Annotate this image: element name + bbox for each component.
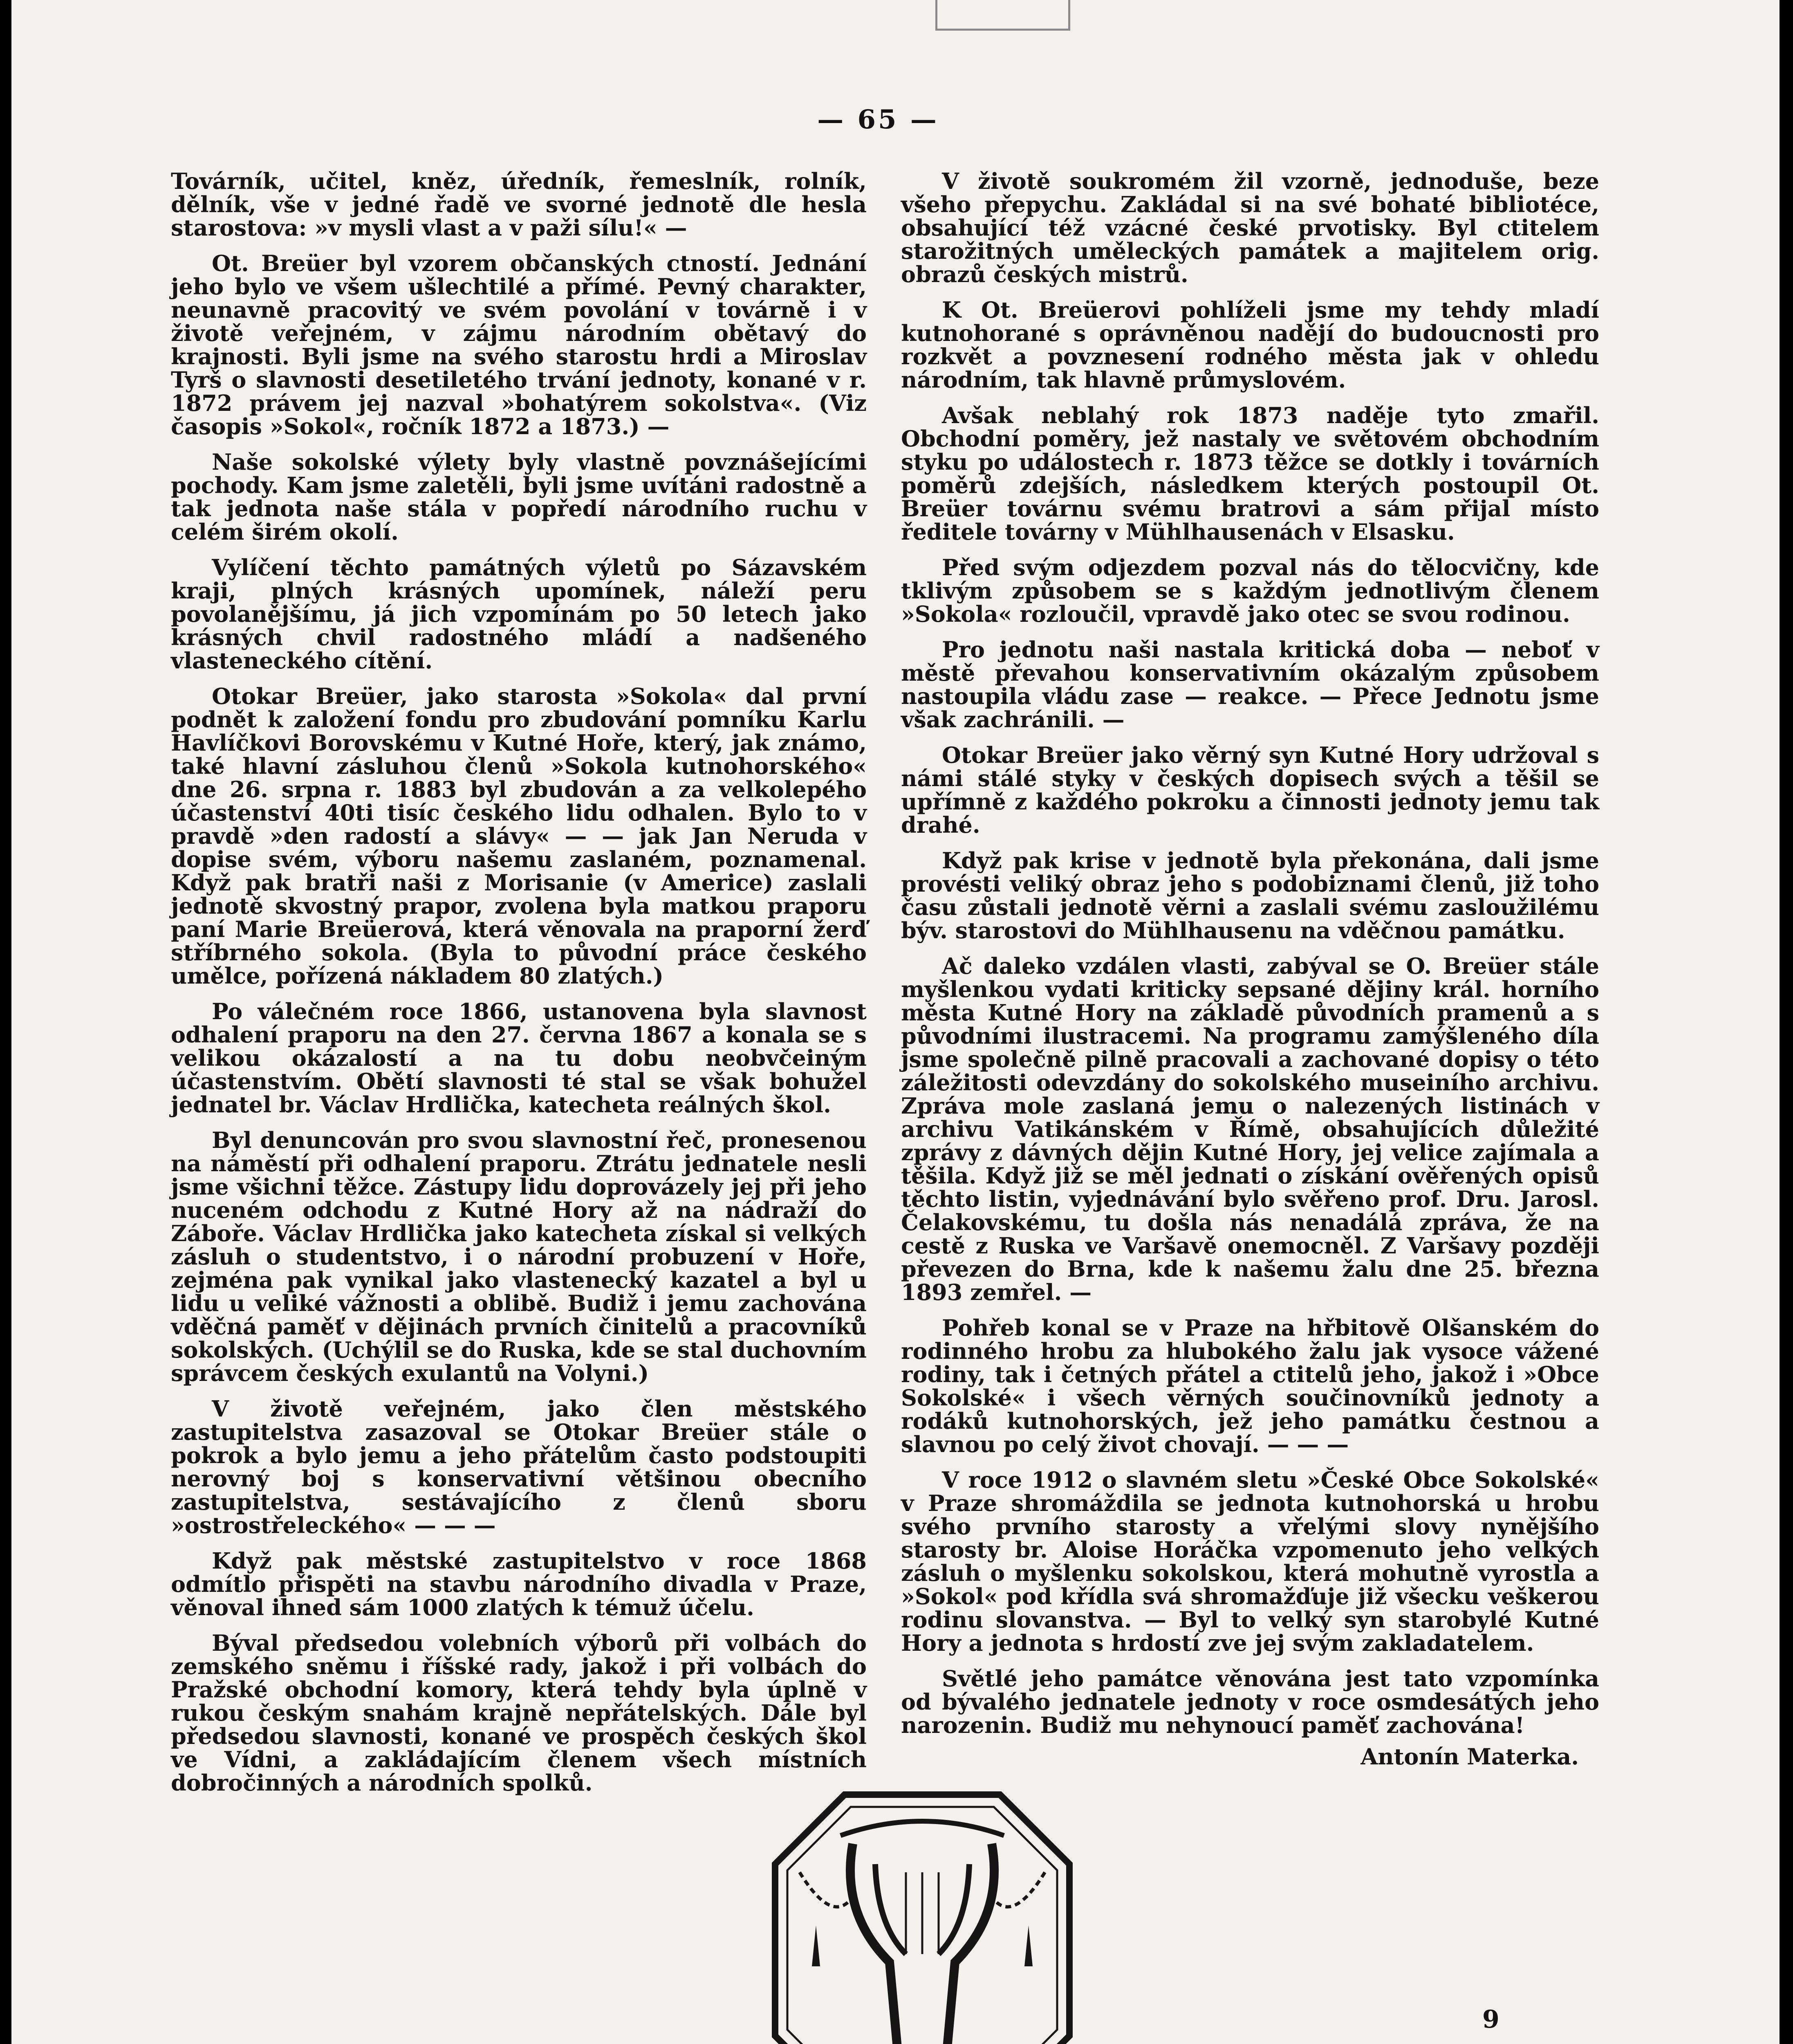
left-column bbox=[171, 170, 867, 1807]
page-number: — 65 — bbox=[817, 104, 939, 135]
paragraph: V roce 1912 o slavném sletu »České Obce Sokolské« v Praze shromáždila se jednota kutnohorská u hrobu svého prvního starosty a vřelými slovy nynějšího starosty br. Aloise Horáčka vzpomenuto jeho velkých zásluh o myšlenku sokolskou, která mohutně vyrostla a »Sokol« pod křídla svá shromažďuje již všecku veškerou rodinu slovanstva. — Byl to velký syn starobylé Kutné Hory a jednota s hrdostí zve jej svým zakladatelem. bbox=[901, 1467, 1599, 1656]
lyre-vase-ornament-icon bbox=[771, 1791, 1074, 2044]
paragraph: Naše sokolské výlety byly vlastně povznášejícími pochody. Kam jsme zaletěli, byli jsme uvítáni radostně a tak jednota naše stála v popředí národního ruchu v celém širém okolí. bbox=[171, 449, 867, 545]
paragraph: Když pak městské zastupitelstvo v roce 1868 odmítlo přispěti na stavbu národního divadla v Praze, věnoval ihned sám 1000 zlatých k témuž účelu. bbox=[171, 1548, 867, 1620]
paragraph: Světlé jeho památce věnována jest tato vzpomínka od bývalého jednatele jednoty v roce osmdesátých jeho narozenin. Budiž mu nehynoucí paměť zachována! bbox=[901, 1665, 1599, 1738]
paragraph: Pohřeb konal se v Praze na hřbitově Olšanském do rodinného hrobu za hlubokého žalu jak vysoce vážené rodiny, tak i četných přátel a ctitelů jeho, jakož i »Obce Sokolské« i všech věrných součinovníků jednoty a rodáků kutnohorských, jež jeho památku čestnou a slavnou po celý život chovají. — — — bbox=[901, 1315, 1599, 1457]
paragraph: Ot. Breüer byl vzorem občanských ctností. Jednání jeho bylo ve všem ušlechtilé a přímé. Pevný charakter, neunavně pracovitý ve svém povolání v továrně i v životě veřejném, v zájmu národním obětavý do krajnosti. Byli jsme na svého starostu hrdi a Miroslav Tyrš o slavnosti desetiletého trvání jednoty, konané v r. 1872 právem jej nazval »bohatýrem sokolstva«. (Viz časopis »Sokol«, ročník 1872 a 1873.) — bbox=[171, 250, 867, 439]
right-column bbox=[901, 170, 1599, 1768]
folio-number: 9 bbox=[1482, 2005, 1499, 2034]
paragraph: Před svým odjezdem pozval nás do tělocvičny, kde tklivým způsobem se s každým jednotlivým členem »Sokola« rozloučil, vpravdě jako otec se svou rodinou. bbox=[901, 554, 1599, 627]
paragraph: Když pak krise v jednotě byla překonána, dali jsme provésti veliký obraz jeho s podobiznami členů, již toho času zůstali jednotě věrni a zaslali svému zasloužilému býv. starostovi do Mühlhausenu na vděčnou památku. bbox=[901, 847, 1599, 944]
paragraph: Ač daleko vzdálen vlasti, zabýval se O. Breüer stále myšlenkou vydati kriticky sepsané dějiny král. horního města Kutné Hory na základě původních pramenů a s původními ilustracemi. Na programu zamýšleného díla jsme společně pilně pracovali a zachované dopisy o této záležitosti odevzdány do sokolského museiního archivu. Zpráva mole zaslaná jemu o nalezených listinách v archivu Vatikánském v Římě, obsahujících důležité zprávy z dávných dějin Kutné Hory, jej velice zajímala a těšila. Když již se měl jednati o získání ověřených opisů těchto listin, vyjednávání bylo svěřeno prof. Dru. Jarosl. Čelakovskému, tu došla nás nenadálá zpráva, že na cestě z Ruska ve Varšavě onemocněl. Z Varšavy později převezen do Brna, kde k našemu žalu dne 25. března 1893 zemřel. — bbox=[901, 953, 1599, 1305]
tab-marker bbox=[935, 0, 1070, 31]
paragraph: Po válečném roce 1866, ustanovena byla slavnost odhalení praporu na den 27. června 1867 a konala se s velikou okázalostí a na tu dobu neobvčeiným účastenstvím. Obětí slavnosti té stal se však bohužel jednatel br. Václav Hrdlička, katecheta reálných škol. bbox=[171, 998, 867, 1118]
page bbox=[11, 0, 1780, 2044]
paragraph: Býval předsedou volebních výborů při volbách do zemského sněmu i říšské rady, jakož i při volbách do Pražské obchodní komory, která tehdy byla úplně v rukou českým snahám krajně nepřátelských. Dále byl předsedou slavnosti, konané ve prospěch českých škol ve Vídni, a zakládajícím členem všech místních dobročinných a národních spolků. bbox=[171, 1630, 867, 1796]
paragraph: V životě soukromém žil vzorně, jednoduše, beze všeho přepychu. Zakládal si na své bohaté bibliotéce, obsahující též vzácné české prvotisky. Byl ctitelem starožitných uměleckých památek a majitelem orig. obrazů českých mistrů. bbox=[901, 168, 1599, 287]
paragraph: K Ot. Breüerovi pohlíželi jsme my tehdy mladí kutnohorané s oprávněnou nadějí do budoucnosti pro rozkvět a povznesení rodného města jak v ohledu národním, tak hlavně průmyslovém. bbox=[901, 297, 1599, 393]
paragraph: Továrník, učitel, kněz, úředník, řemeslník, rolník, dělník, vše v jedné řadě ve svorné jednotě dle hesla starostova: »v mysli vlast a v paži sílu!« — bbox=[171, 168, 867, 241]
paragraph: Avšak neblahý rok 1873 naděje tyto zmařil. Obchodní poměry, jež nastaly ve světovém obchodním styku po událostech r. 1873 těžce se dotkly i továrních poměrů zdejších, následkem kterých postoupil Ot. Breüer továrnu svému bratrovi a sám přijal místo ředitele továrny v Mühlhausenách v Elsasku. bbox=[901, 402, 1599, 545]
paragraph: V životě veřejném, jako člen městského zastupitelstva zasazoval se Otokar Breüer stále o pokrok a bylo jemu a jeho přátelům často podstoupiti nerovný boj s konservativní většinou obecního zastupitelstva, sestávajícího z členů sboru »ostrostřeleckého« — — — bbox=[171, 1396, 867, 1538]
paragraph: Vylíčení těchto památných výletů po Sázavském kraji, plných krásných upomínek, náleží peru povolanějšímu, já jich vzpomínám po 50 letech jako krásných chvil radostného mládí a nadšeného vlasteneckého cítění. bbox=[171, 554, 867, 674]
paragraph: Otokar Breüer, jako starosta »Sokola« dal první podnět k založení fondu pro zbudování pomníku Karlu Havlíčkovi Borovskému v Kutné Hoře, který, jak známo, také hlavní zásluhou členů »Sokola kutnohorského« dne 26. srpna r. 1883 byl zbudován a za velkolepého účastenství 40ti tisíc českého lidu odhalen. Bylo to v pravdě »den radostí a slávy« — — jak Jan Neruda v dopise svém, výboru našemu zaslaném, poznamenal. Když pak bratři naši z Morisanie (v Americe) zaslali jednotě skvostný prapor, zvolena byla matkou praporu paní Marie Breüerová, která věnovala na praporní žerď stříbrného sokola. (Byla to původní práce českého umělce, pořízená nákladem 80 zlatých.) bbox=[171, 683, 867, 989]
paragraph: Byl denuncován pro svou slavnostní řeč, pronesenou na náměstí při odhalení praporu. Ztrátu jednatele nesli jsme všichni těžce. Zástupy lidu doprovázely jej při jeho nuceném odchodu z Kutné Hory až na nádraží do Záboře. Václav Hrdlička jako katecheta získal si velkých zásluh o studentstvo, i o národní probuzení v Hoře, zejména pak vynikal jako vlastenecký kazatel a byl u lidu u veliké vážnosti a oblibě. Budiž i jemu zachována vděčná paměť v dějinách prvních činitelů a pracovníků sokolských. (Uchýlil se do Ruska, kde se stal duchovním správcem českých exulantů na Volyni.) bbox=[171, 1127, 867, 1386]
paragraph: Otokar Breüer jako věrný syn Kutné Hory udržoval s námi stálé styky v českých dopisech svých a těšil se upřímně z každého pokroku a činnosti jednoty jemu tak drahé. bbox=[901, 742, 1599, 838]
signature: Antonín Materka. bbox=[1360, 1744, 1579, 1770]
paragraph: Pro jednotu naši nastala kritická doba — neboť v městě převahou konservativním okázalým způsobem nastoupila vládu zase — reakce. — Přece Jednotu jsme však zachránili. — bbox=[901, 637, 1599, 733]
